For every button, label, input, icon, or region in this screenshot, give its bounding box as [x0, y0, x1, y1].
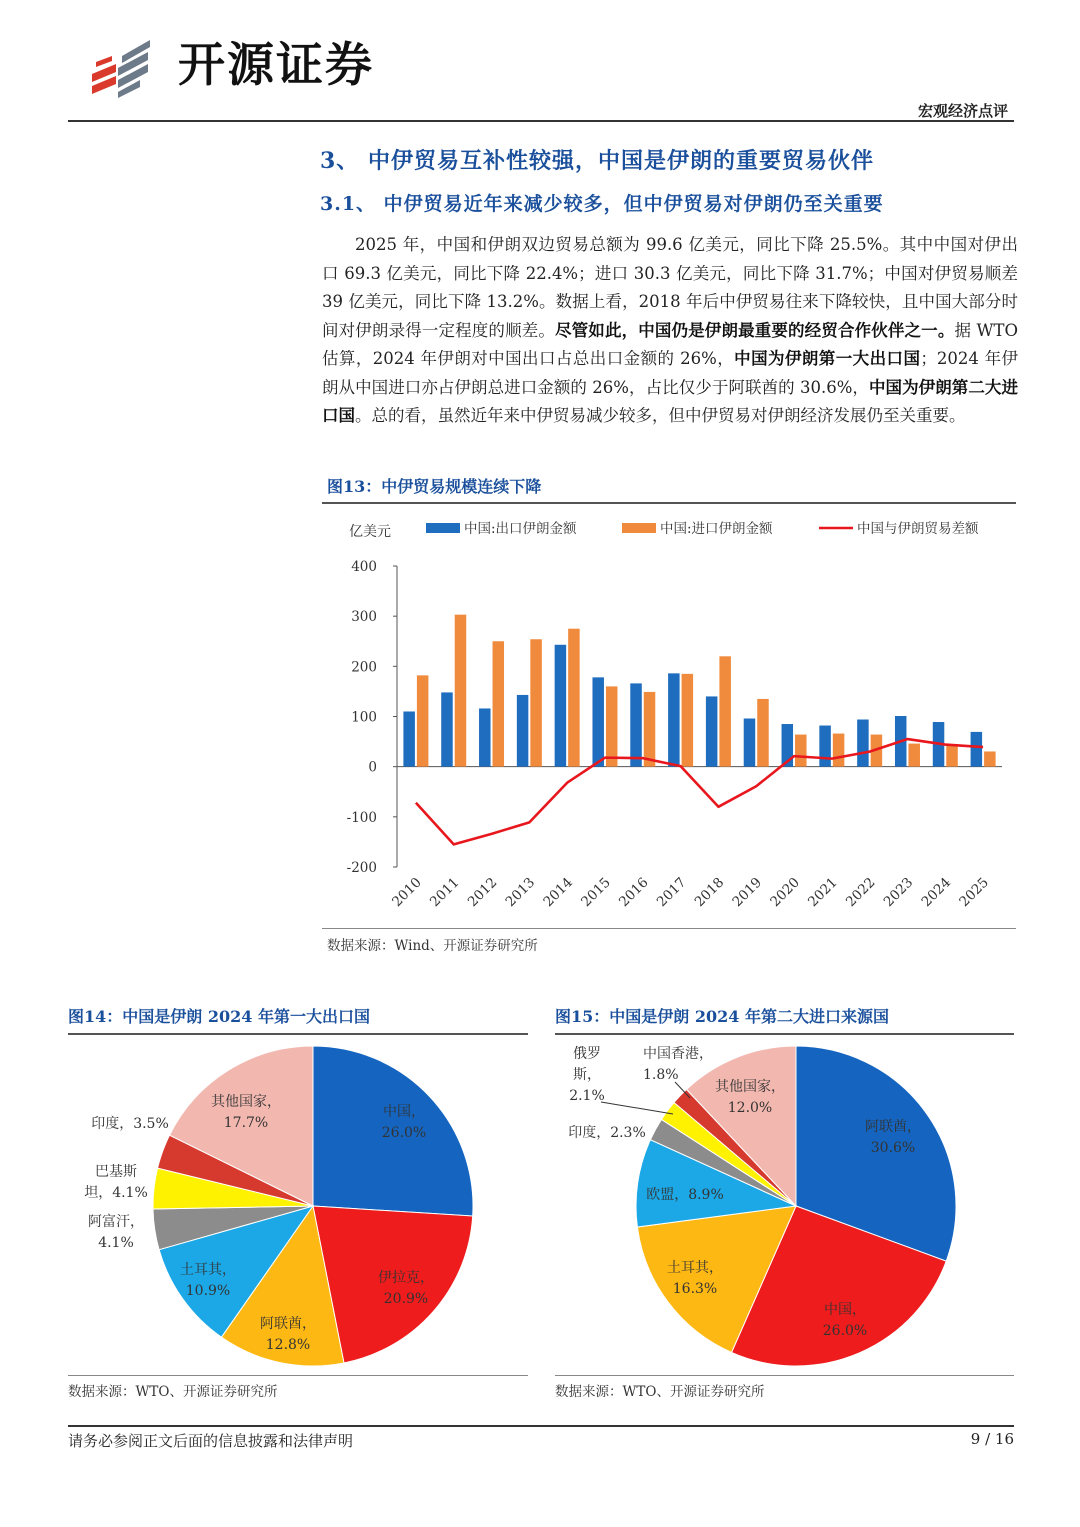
pie-label-line: 1.8%: [643, 1067, 679, 1083]
pie-label-line: 印度，3.5%: [91, 1116, 169, 1132]
y-tick-label: 300: [351, 609, 377, 626]
body-sentence: 。总的看，虽然近年来中伊贸易减少较多，但中伊贸易对伊朗经济发展仍至关重要。: [355, 406, 966, 425]
x-tick-label: 2014: [540, 874, 576, 911]
x-tick-label: 2016: [616, 874, 652, 911]
y-tick-label: 0: [368, 759, 377, 776]
body-paragraph: [322, 231, 1018, 431]
bar-export: [706, 696, 718, 766]
x-tick-label: 2010: [389, 874, 425, 911]
y-axis-unit-label: 亿美元: [349, 524, 391, 540]
figure-13-title: 图13：中伊贸易规模连续下降: [327, 477, 542, 496]
figure-15-source: 数据来源：WTO、开源证券研究所: [555, 1384, 765, 1400]
figure-13-top-rule: [322, 502, 1016, 504]
subsection-heading: 3.1、 中伊贸易近年来减少较多，但中伊贸易对伊朗仍至关重要: [320, 193, 884, 215]
x-tick-label: 2011: [426, 874, 463, 911]
pie-label-line: 巴基斯: [95, 1164, 137, 1180]
pie-label-line: 中国，: [383, 1104, 425, 1120]
y-tick-label: 100: [351, 709, 377, 726]
pie-label: [91, 1115, 169, 1132]
label-leader-line: [601, 1102, 673, 1114]
pie-label-line: 阿富汗，: [88, 1214, 144, 1230]
pie-label-line: 4.1%: [98, 1235, 134, 1251]
figure-14-bottom-rule: [68, 1375, 528, 1376]
bar-import: [530, 639, 542, 766]
pie-label-line: 欧盟，8.9%: [646, 1187, 724, 1203]
bar-import: [946, 744, 958, 767]
pie-label: [88, 1213, 144, 1251]
x-tick-label: 2015: [578, 874, 614, 911]
pie-label-line: 中国，: [824, 1302, 866, 1318]
figure-13-bottom-rule: [322, 928, 1016, 929]
body-emphasis: 尽管如此，中国仍是伊朗最重要的经贸合作伙伴之一。: [555, 320, 955, 340]
pie-label-line: 30.6%: [870, 1140, 916, 1156]
bar-import: [719, 656, 731, 766]
bar-export: [403, 711, 415, 766]
bar-export: [517, 695, 529, 767]
figure-14-source: 数据来源：WTO、开源证券研究所: [68, 1384, 278, 1400]
bar-export: [668, 673, 680, 766]
bar-import: [606, 686, 618, 766]
pie-label-line: 土耳其，: [180, 1262, 236, 1278]
report-type: 宏观经济点评: [917, 102, 1008, 120]
pie-label-line: 2.1%: [569, 1088, 605, 1104]
y-tick-label: 400: [351, 559, 377, 575]
body-emphasis: 中国为伊朗第一大出口国: [734, 349, 921, 368]
pie-label-line: 土耳其，: [667, 1260, 723, 1276]
bar-import: [455, 615, 467, 767]
pie-label-line: 16.3%: [672, 1281, 718, 1297]
pie-label-line: 其他国家，: [211, 1094, 281, 1110]
pie-label-line: 斯，: [573, 1067, 601, 1083]
legend-label: 中国与伊朗贸易差额: [857, 521, 979, 537]
section-heading: 3、 中伊贸易互补性较强，中国是伊朗的重要贸易伙伴: [320, 148, 874, 174]
pie-label-line: 26.0%: [822, 1323, 868, 1339]
pie-label-line: 伊拉克，: [378, 1270, 434, 1286]
bar-import: [493, 641, 505, 766]
pie-label-line: 阿联酋，: [260, 1316, 316, 1332]
x-tick-label: 2024: [918, 874, 955, 911]
figure-15-top-rule: [555, 1033, 1014, 1035]
figure-13-chart: [322, 505, 1016, 925]
body-sentence: ；2024 年伊朗从中国进口亦占伊朗总进口金额的 26%，占比仅少于阿联酋的 30.6%，: [322, 349, 1019, 397]
figure-15-pie-chart: [555, 1036, 1014, 1372]
pie-label-line: 中国香港，: [643, 1046, 713, 1062]
legend-label: 中国:出口伊朗金额: [464, 521, 577, 537]
pie-label-line: 坦，4.1%: [84, 1185, 148, 1201]
pie-label-line: 12.0%: [727, 1100, 773, 1116]
pie-label: [84, 1163, 148, 1201]
x-tick-label: 2013: [502, 874, 539, 911]
bar-import: [795, 735, 807, 767]
bar-import: [757, 699, 769, 767]
bar-export: [555, 645, 567, 767]
figure-14-top-rule: [68, 1033, 528, 1035]
pie-label-line: 其他国家，: [715, 1079, 785, 1095]
pie-label: [568, 1124, 646, 1141]
x-tick-label: 2023: [880, 874, 917, 911]
pie-label-line: 阿联酋，: [865, 1119, 921, 1135]
figure-13-source: 数据来源：Wind、开源证券研究所: [327, 938, 538, 954]
bar-import: [908, 744, 920, 767]
pie-label-line: 印度，2.3%: [568, 1125, 646, 1141]
bar-import: [984, 751, 996, 766]
bar-export: [441, 692, 453, 766]
logo-mark-icon: [92, 40, 150, 98]
x-tick-label: 2019: [729, 874, 766, 911]
x-tick-label: 2020: [767, 874, 803, 911]
x-tick-label: 2012: [464, 874, 501, 911]
body-emphasis: 中国为伊朗第二大进口国: [322, 377, 1018, 425]
figure-15-bottom-rule: [555, 1375, 1014, 1376]
bar-export: [971, 732, 983, 767]
legend-swatch: [622, 523, 656, 533]
y-tick-label: -100: [346, 809, 377, 826]
x-tick-label: 2025: [956, 874, 992, 911]
y-tick-label: 200: [351, 659, 377, 676]
footer-divider: [68, 1425, 1014, 1427]
x-tick-label: 2018: [691, 874, 728, 911]
body-sentence: 据 WTO 估算，2024 年伊朗对中国出口占总出口金额的 26%，: [322, 320, 1018, 368]
pie-label: [569, 1046, 605, 1104]
footer-disclaimer: 请务必参阅正文后面的信息披露和法律声明: [68, 1432, 354, 1450]
company-name: 开源证券: [178, 38, 374, 93]
body-text: [322, 231, 1018, 431]
bar-export: [479, 708, 491, 766]
bar-import: [833, 734, 845, 767]
x-tick-label: 2022: [842, 874, 879, 911]
y-tick-label: -200: [346, 860, 377, 876]
pie-label-line: 12.8%: [265, 1337, 311, 1353]
bar-export: [592, 677, 604, 766]
bar-import: [417, 675, 429, 766]
body-sentence: 2025 年，中国和伊朗双边贸易总额为 99.6 亿美元，同比下降 25.5%。其中中国对伊出口 69.3 亿美元，同比下降 22.4%；进口 30.3 亿美元，同比下降 31.7%；中国对伊贸易顺差 39 亿美元，同比下降 13.2%。数据上看，2018 年后中伊贸易往来下降较快，且中国大部分时间对伊朗录得一定程度的顺差。: [322, 235, 1018, 340]
bar-import: [568, 629, 580, 767]
pie-label: [646, 1187, 724, 1203]
bar-export: [630, 683, 642, 766]
figure-14-pie-chart: [68, 1036, 528, 1372]
x-tick-label: 2021: [805, 874, 841, 911]
bar-import: [682, 674, 694, 767]
bar-export: [819, 726, 831, 767]
x-tick-label: 2017: [653, 874, 690, 911]
header-divider: [68, 120, 1014, 122]
figure-15-title: 图15：中国是伊朗 2024 年第二大进口来源国: [555, 1007, 889, 1026]
bar-export: [744, 719, 756, 767]
pie-label-line: 26.0%: [381, 1125, 427, 1141]
pie-label-line: 俄罗: [573, 1046, 601, 1062]
pie-label-line: 17.7%: [223, 1115, 269, 1131]
legend-swatch: [426, 523, 460, 533]
figure-14-title: 图14：中国是伊朗 2024 年第一大出口国: [68, 1007, 370, 1026]
legend-label: 中国:进口伊朗金额: [660, 521, 773, 537]
page-number: 9 / 16: [970, 1430, 1014, 1448]
bar-import: [644, 692, 656, 767]
pie-label-line: 10.9%: [185, 1283, 231, 1299]
pie-label-line: 20.9%: [383, 1291, 429, 1307]
bar-export: [857, 720, 869, 767]
